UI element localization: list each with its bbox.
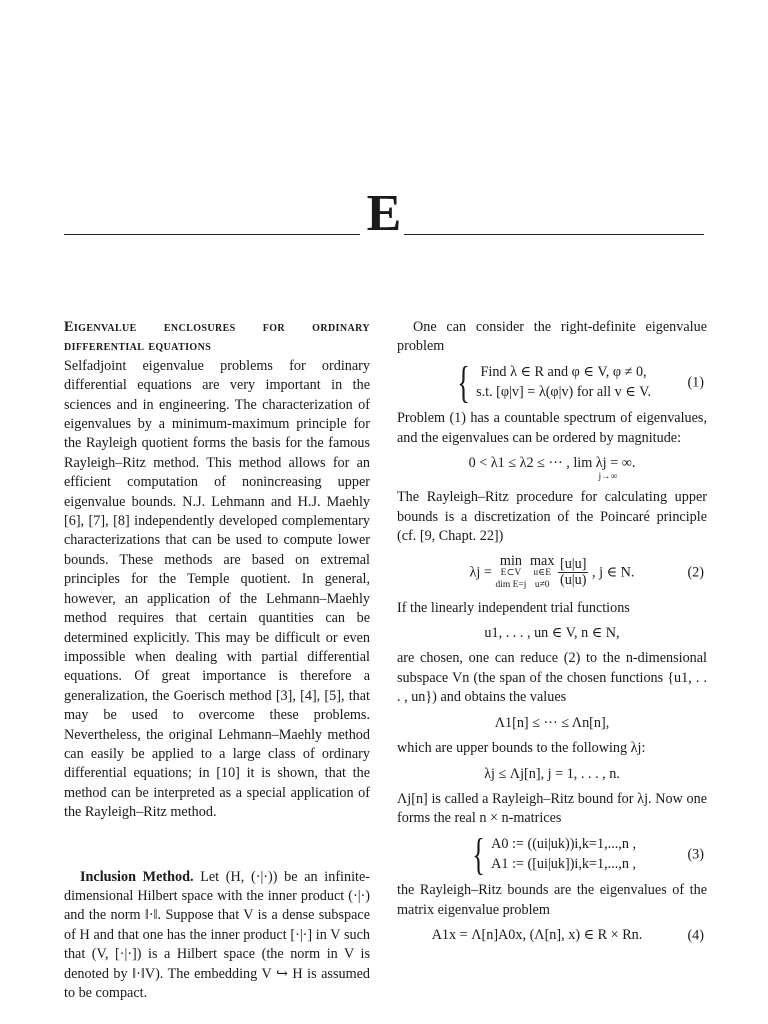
paragraph-r8: the Rayleigh–Ritz bounds are the eigenvalues of the matrix eigenvalue problem [397, 882, 707, 918]
eq2-denominator: (u|u) [559, 572, 587, 589]
eq-order-sub: j→∞ [598, 472, 618, 483]
eq2-fraction [558, 557, 588, 588]
eq2-min-sub1: E⊂V [500, 567, 522, 578]
eq2-number: (2) [687, 563, 704, 580]
eq2-max [529, 552, 555, 591]
paragraph-r5: are chosen, one can reduce (2) to the n-dimensional subspace Vn (the span of the chosen functions {u1, . . . , un}) and obtains the values [397, 650, 707, 706]
eq-order: 0 < λ1 ≤ λ2 ≤ ··· , lim λj = ∞. [468, 455, 636, 472]
eq2-numerator: [u|u] [559, 556, 587, 573]
eq4-body: A1x = Λ[n]A0x, (Λ[n], x) ∈ R × Rn. [431, 926, 643, 943]
equation-4 [397, 926, 707, 945]
eq2-min-op: min [499, 552, 522, 569]
paragraph-r6: which are upper bounds to the following λj: [397, 740, 646, 757]
eq2-lhs: λj = [469, 563, 492, 580]
eq1-number: (1) [687, 374, 704, 391]
header-rule-right [404, 234, 704, 235]
paragraph-r7: Λj[n] is called a Rayleigh–Ritz bound for λj. Now one forms the real n × n-matrices [397, 790, 707, 827]
eq3-row2: A1 := ([ui|uk])i,k=1,...,n , [491, 855, 637, 872]
right-column [397, 318, 707, 951]
brace-icon: { [472, 829, 485, 879]
intro-paragraph: Selfadjoint eigenvalue problems for ordinary differential equations are very important in the sciences and in engineering. The characterization of eigenvalues by a minimum-maximum principle for the Rayleigh quotient forms the basis for the famous Rayleigh–Ritz method. This method allows for an efficient computation of nonincreasing upper eigenvalue bounds. N.J. Lehmann and H.J. Maehly [6], [7], [8] independently developed complementary characterizations that can be used to compute lower bounds. These methods are based on extremal principles for the Temple quotient. In general, however, an application of the Lehmann–Maehly method requires that certain quantities can be determined explicitly. This may be difficult or even impossible when dealing with partial differential equations. Of great importance is therefore a generalization, the Goerisch method [3], [4], [5], that may be used to overcome these problems. Nevertheless, the original Lehmann–Maehly method can easily be applied to a large class of ordinary differential equations; in [10] it is shown, that the method can be interpreted as a special application of the Rayleigh–Ritz method. [64, 357, 370, 821]
equation-order [397, 454, 707, 482]
paragraph-r4: If the linearly independent trial functions [397, 599, 630, 616]
left-column [64, 318, 370, 1003]
eq1-row1: Find λ ∈ R and φ ∈ V, φ ≠ 0, [480, 364, 647, 381]
section-letter: E [366, 185, 402, 242]
article-title: Eigenvalue enclosures for ordinary differential equations [64, 319, 370, 355]
eq1-row2: s.t. [φ|v] = λ(φ|v) for all v ∈ V. [476, 383, 652, 400]
equation-bounds: λj ≤ Λj[n], j = 1, . . . , n. [484, 765, 620, 782]
header-rule-left [64, 234, 360, 235]
brace-icon: { [457, 357, 470, 407]
eq3-number: (3) [687, 846, 704, 863]
paragraph-r1: One can consider the right-definite eigenvalue problem [397, 319, 707, 355]
equation-2 [397, 552, 707, 591]
eq2-min-sub2: dim E=j [495, 579, 527, 590]
eq4-number: (4) [687, 926, 704, 943]
eq2-max-sub2: u≠0 [534, 579, 550, 590]
eq2-max-op: max [529, 552, 555, 569]
inclusion-heading: Inclusion Method. [80, 868, 194, 885]
eq2-tail: , j ∈ N. [592, 563, 635, 580]
eq2-min [495, 552, 527, 591]
eq3-row1: A0 := ((ui|uk))i,k=1,...,n , [491, 836, 637, 853]
paragraph-r3: The Rayleigh–Ritz procedure for calculating upper bounds is a discretization of the Poincaré principle (cf. [9, Chapt. 22]) [397, 489, 707, 545]
eq2-max-sub1: u∈E [533, 567, 551, 578]
inclusion-text: Let (H, (·|·)) be an infinite-dimensional Hilbert space with the inner product (·|·) and the norm ‖·‖. Suppose that V is a dense subspace of H and that one has the inner product [·|·] in V such that (V, [·|·]) is a Hilbert space (the norm in V is denoted by ‖·‖V). The embedding V ↪ H is assumed to be compact. [64, 868, 370, 1001]
equation-1 [397, 357, 707, 407]
inclusion-paragraph [64, 868, 370, 1004]
paragraph-r2: Problem (1) has a countable spectrum of eigenvalues, and the eigenvalues can be ordered by magnitude: [397, 410, 707, 446]
equation-values: Λ1[n] ≤ ··· ≤ Λn[n], [494, 714, 610, 731]
equation-trial: u1, . . . , un ∈ V, n ∈ N, [484, 625, 620, 642]
equation-3 [397, 829, 707, 879]
